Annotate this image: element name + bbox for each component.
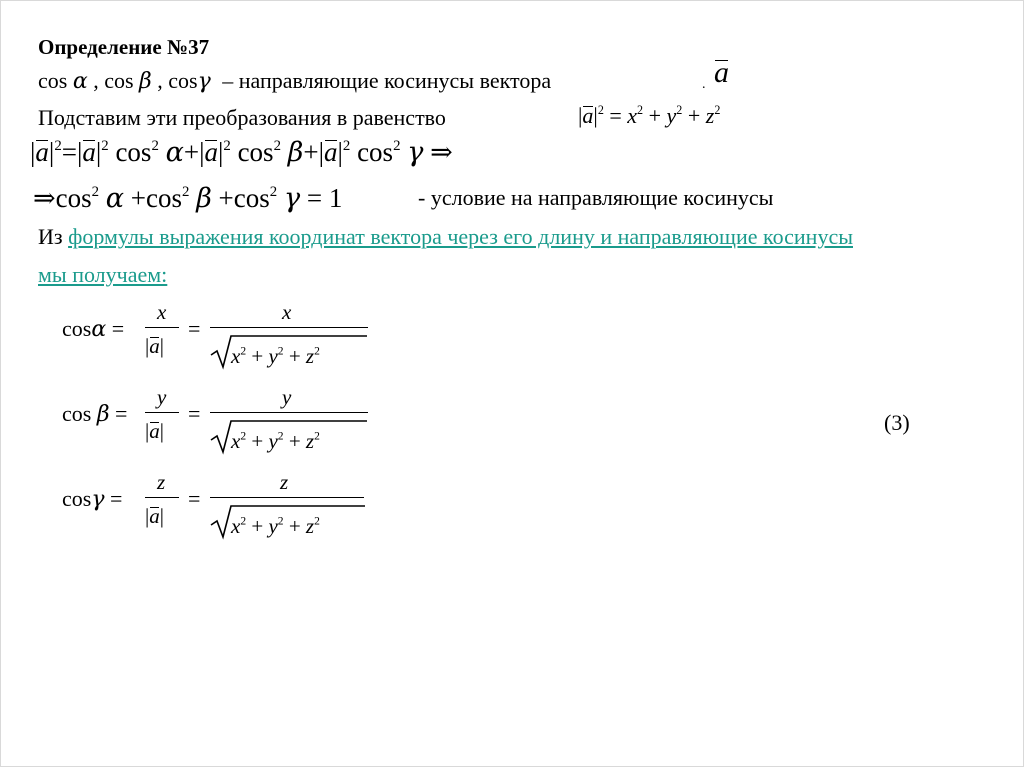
substitution-text: Подставим эти преобразования в равенство bbox=[38, 105, 446, 130]
cos-beta-num1: y bbox=[157, 385, 167, 409]
definition-heading: Определение №37 bbox=[38, 35, 210, 59]
cos-gamma-radicand: $x^2 + y^2 + z^2$ bbox=[231, 514, 320, 538]
formula-paragraph-line2 bbox=[38, 264, 167, 286]
expansion-equation: $|a|^2=|a|^2$ $\cos^2 \alpha+|a|^2$ $\cos^2 \beta+|a|^2$ $\cos^2 \gamma$ ⇒ bbox=[30, 137, 453, 169]
equation-number: (3) bbox=[884, 410, 910, 435]
cos-alpha-den1: |a| bbox=[145, 334, 164, 358]
cos-beta-fracbar2 bbox=[210, 412, 368, 413]
cos-alpha-eq2: = bbox=[188, 316, 201, 341]
condition-text: - условие на направляющие косинусы bbox=[418, 185, 774, 210]
cos-alpha-fracbar2 bbox=[210, 327, 368, 328]
cos-alpha-num2: x bbox=[282, 300, 292, 324]
cos-gamma-num2: z bbox=[280, 470, 289, 494]
direction-cosines-text: – направляющие косинусы вектора bbox=[222, 68, 552, 93]
cos-gamma-num1: z bbox=[157, 470, 166, 494]
modulus-equation: $|a|^2 = x^2 + y^2 + z^2$ bbox=[578, 103, 721, 129]
formula-paragraph: Из формулы выражения координат вектора через его длину и направляющие косинусы bbox=[38, 224, 853, 249]
small-dot: . bbox=[702, 77, 706, 92]
cos-beta-fracbar1 bbox=[145, 412, 179, 413]
cos-beta-lhs: cos β = bbox=[62, 401, 128, 427]
cos-gamma-lhs: cosγ = bbox=[62, 486, 123, 512]
cos-alpha-num1: x bbox=[157, 300, 167, 324]
cos-alpha-lhs: cosα = bbox=[62, 316, 125, 342]
cos-gamma-eq2: = bbox=[188, 486, 201, 511]
cos-beta-num2: y bbox=[282, 385, 292, 409]
cos-alpha-radicand: $x^2 + y^2 + z^2$ bbox=[231, 344, 320, 368]
cos-beta-den1: |a| bbox=[145, 419, 164, 443]
direction-cosines-line: cos α , cos β , cosγ – направляющие косинусы вектора bbox=[38, 68, 552, 94]
cos-gamma-fracbar2 bbox=[210, 497, 364, 498]
formula-link[interactable]: формулы выражения координат вектора через его длину и направляющие косинусы bbox=[68, 224, 853, 249]
vector-a-symbol: a bbox=[714, 56, 729, 89]
cos-gamma-den1: |a| bbox=[145, 504, 164, 528]
cos-beta-eq2: = bbox=[188, 401, 201, 426]
cos-beta-radicand: $x^2 + y^2 + z^2$ bbox=[231, 429, 320, 453]
condition-equation: $\Rightarrow\cos^2$ $\alpha +\cos^2$ $\beta +\cos^2$ γ = 1 bbox=[33, 183, 343, 215]
result-link[interactable]: мы получаем: bbox=[38, 262, 168, 287]
cos-alpha-fracbar1 bbox=[145, 327, 179, 328]
cos-gamma-fracbar1 bbox=[145, 497, 179, 498]
